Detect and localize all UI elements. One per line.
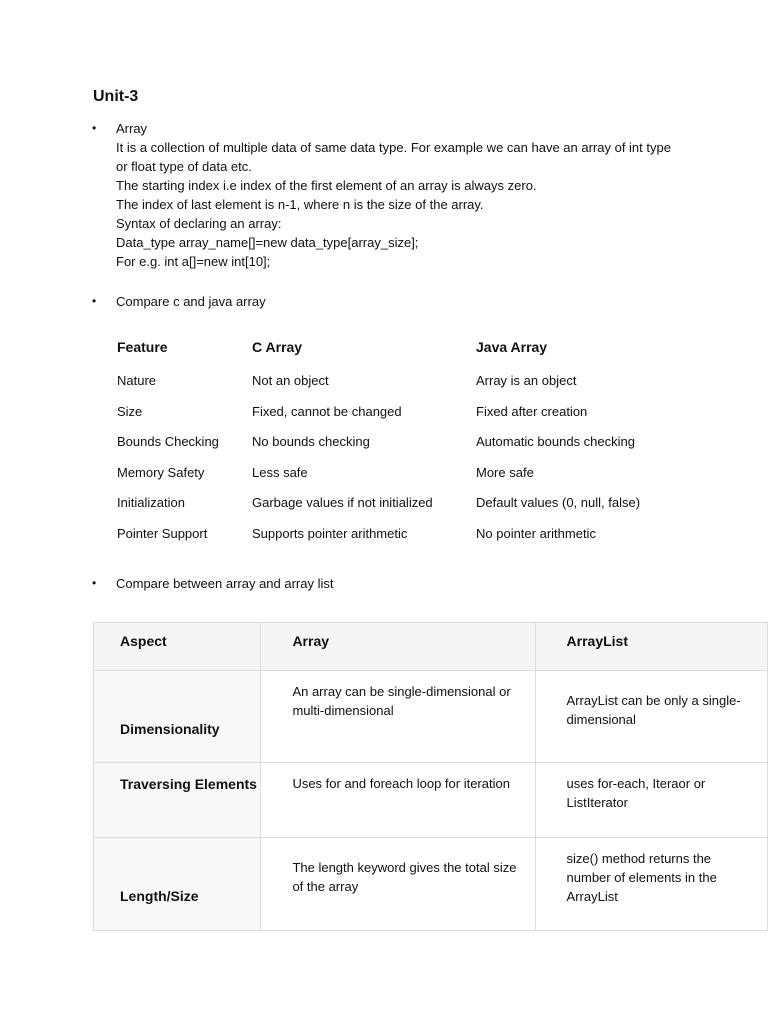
table-row (94, 838, 768, 931)
table-cell: ArrayList can be only a single-dimensional (535, 671, 767, 763)
table-header-row (94, 623, 768, 671)
table-cell: Nature (117, 373, 157, 388)
table-header-cell: Feature (117, 339, 168, 355)
table-cell: Fixed after creation (476, 403, 588, 419)
table-row (117, 495, 686, 526)
table-row (117, 373, 686, 404)
table-row (94, 671, 768, 763)
table-row (94, 763, 768, 838)
table-cell: Length/Size (94, 838, 261, 931)
compare-c-java-heading: Compare c and java array (116, 294, 266, 309)
bullet-icon: • (92, 576, 97, 590)
table-cell: Default values (0, null, false) (476, 495, 641, 510)
compare-array-list-table (93, 622, 768, 931)
table-header-cell: ArrayList (566, 633, 628, 649)
table-cell: Bounds Checking (117, 434, 219, 449)
table-cell: Size (117, 403, 143, 419)
table-header-cell: C Array (252, 339, 303, 355)
compare-array-list-heading: Compare between array and array list (116, 576, 334, 591)
table-row (117, 526, 686, 557)
table-cell: Uses for and foreach loop for iteration (261, 763, 535, 838)
compare-c-java-table (117, 339, 686, 556)
table-cell: Automatic bounds checking (476, 434, 635, 449)
table-cell: An array can be single-dimensional or multi-dimensional (261, 671, 535, 763)
table-cell: Pointer Support (117, 525, 208, 541)
table-header-row (117, 339, 686, 373)
table-header-cell: Array (292, 633, 330, 649)
table-cell: The length keyword gives the total size of the array (261, 838, 535, 931)
table-row (117, 434, 686, 465)
table-cell: Not an object (252, 373, 329, 388)
table-cell: More safe (476, 464, 534, 480)
table-cell: uses for-each, Iteraor or ListIterator (535, 763, 767, 838)
table-cell: Less safe (252, 464, 308, 480)
table-header-cell: Java Array (476, 339, 548, 355)
table-cell: Array is an object (476, 373, 577, 388)
table-cell: Garbage values if not initialized (252, 495, 433, 510)
table-cell: Initialization (117, 495, 185, 510)
table-cell: No pointer arithmetic (476, 525, 596, 541)
array-starting-index: The starting index i.e index of the first element of an array is always zero. (116, 178, 537, 193)
table-cell: size() method returns the number of elements in the ArrayList (535, 838, 767, 931)
table-cell: Supports pointer arithmetic (252, 525, 408, 541)
table-row (117, 404, 686, 435)
array-section (116, 119, 676, 271)
table-cell: Memory Safety (117, 464, 205, 480)
unit-title: Unit-3 (93, 88, 139, 105)
bullet-icon: • (92, 121, 97, 135)
table-cell: Fixed, cannot be changed (252, 403, 402, 419)
table-row (117, 465, 686, 496)
table-cell: No bounds checking (252, 434, 370, 449)
array-example: For e.g. int a[]=new int[10]; (116, 254, 271, 269)
table-header-cell: Aspect (120, 633, 167, 649)
array-definition: It is a collection of multiple data of same data type. For example we can have an array of int type or float type of data etc. (116, 140, 671, 174)
table-cell: Traversing Elements (94, 763, 261, 838)
array-heading: Array (116, 121, 148, 136)
array-syntax: Data_type array_name[]=new data_type[array_size]; (116, 235, 419, 250)
table-cell: Dimensionality (94, 671, 261, 763)
array-syntax-label: Syntax of declaring an array: (116, 216, 282, 231)
bullet-icon: • (92, 294, 97, 308)
array-last-index: The index of last element is n-1, where n is the size of the array. (116, 197, 484, 212)
